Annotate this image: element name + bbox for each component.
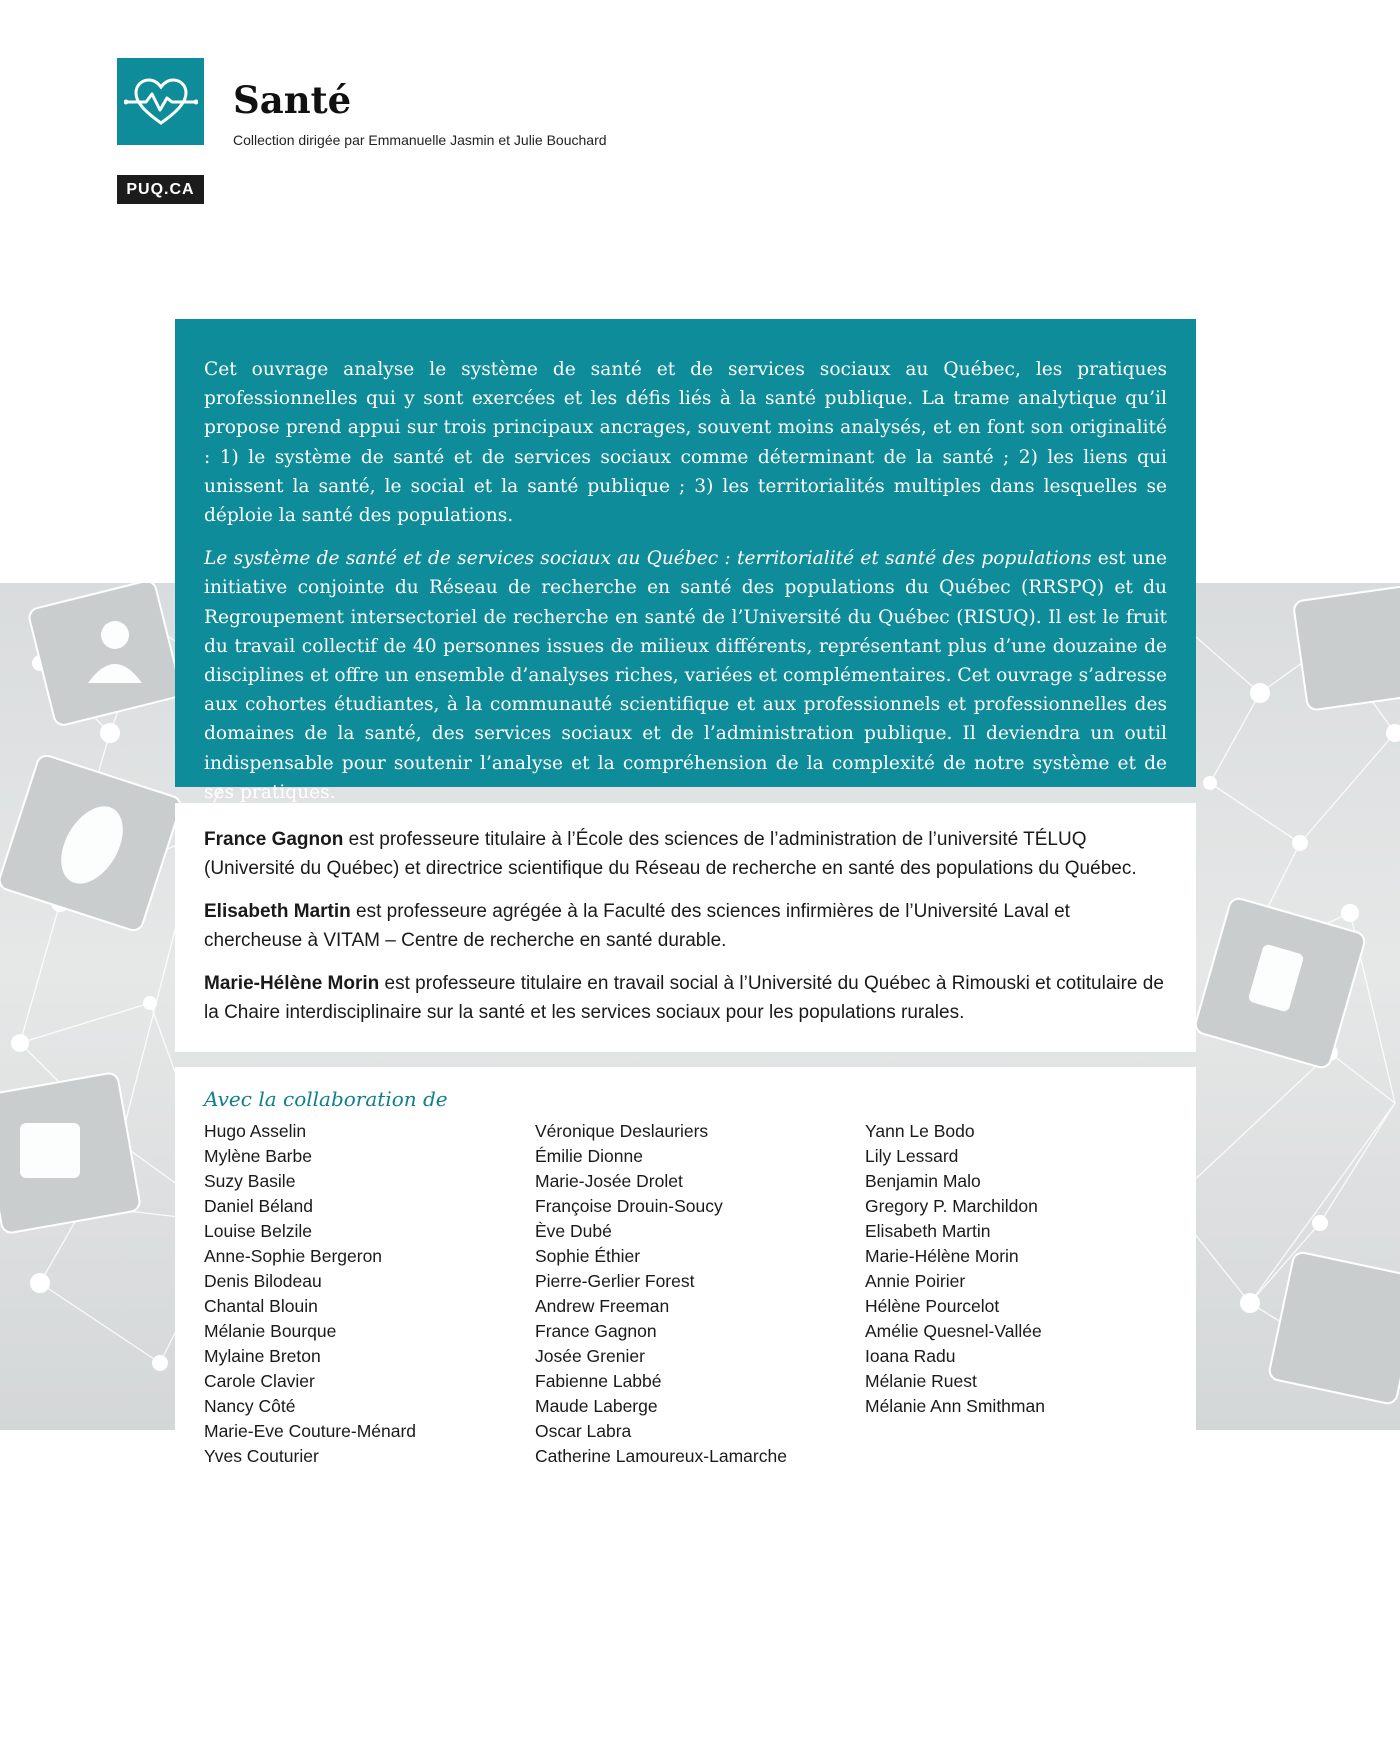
- collaborator-name: Louise Belzile: [204, 1221, 312, 1241]
- collaborator-name: Denis Bilodeau: [204, 1271, 322, 1291]
- collaborator-name: Josée Grenier: [535, 1346, 645, 1366]
- series-title: Santé: [233, 78, 352, 122]
- collaborators-columns: [204, 1119, 1167, 1469]
- collaborator-name: Chantal Blouin: [204, 1296, 318, 1316]
- collaborators-column-2: [535, 1119, 865, 1469]
- collaborator-name: Carole Clavier: [204, 1371, 315, 1391]
- collaborators-column-1: [204, 1119, 535, 1469]
- collaborator-name: Hélène Pourcelot: [865, 1296, 1000, 1316]
- collaborator-name: Sophie Éthier: [535, 1246, 641, 1266]
- collaborator-name: Mélanie Ruest: [865, 1371, 977, 1391]
- collaborator-name: Ève Dubé: [535, 1221, 612, 1241]
- collaborator-name: Catherine Lamoureux-Lamarche: [535, 1446, 787, 1466]
- series-logo: [117, 58, 204, 145]
- collaborator-name: Marie-Josée Drolet: [535, 1171, 683, 1191]
- collaborator-name: Amélie Quesnel-Vallée: [865, 1321, 1042, 1341]
- collaborator-name: Mélanie Ann Smithman: [865, 1396, 1045, 1416]
- author-name: France Gagnon: [204, 829, 344, 850]
- collaborator-name: Anne-Sophie Bergeron: [204, 1246, 383, 1266]
- collaborator-name: Yann Le Bodo: [865, 1121, 975, 1141]
- author-bio: [204, 825, 1167, 883]
- author-name: Marie-Hélène Morin: [204, 973, 380, 994]
- collaborator-name: Mylaine Breton: [204, 1346, 321, 1366]
- collaborator-name: Lily Lessard: [865, 1146, 959, 1166]
- collaborator-name: Fabienne Labbé: [535, 1371, 662, 1391]
- collaborator-name: Nancy Côté: [204, 1396, 296, 1416]
- collaborators-section: [175, 1067, 1196, 1467]
- authors-section: [175, 803, 1196, 1052]
- collaborator-name: Oscar Labra: [535, 1421, 632, 1441]
- author-description: est professeure titulaire à l’École des sciences de l’administration de l’université TÉLUQ (Université du Québec) et directrice scientifique du Réseau de recherche en santé des populations du Québec.: [204, 829, 1137, 879]
- publisher-badge[interactable]: PUQ.CA: [117, 175, 204, 204]
- collaborator-name: Mélanie Bourque: [204, 1321, 337, 1341]
- collaborator-name: Gregory P. Marchildon: [865, 1196, 1038, 1216]
- author-bio: [204, 897, 1167, 955]
- collaborator-name: Suzy Basile: [204, 1171, 296, 1191]
- collaborator-name: Daniel Béland: [204, 1196, 313, 1216]
- collaborator-name: Maude Laberge: [535, 1396, 658, 1416]
- summary-paragraph-2: [204, 544, 1167, 807]
- author-bio: [204, 969, 1167, 1027]
- author-name: Elisabeth Martin: [204, 901, 351, 922]
- collaborator-name: Andrew Freeman: [535, 1296, 670, 1316]
- collaborators-heading: Avec la collaboration de: [204, 1087, 448, 1111]
- summary-paragraph-1: Cet ouvrage analyse le système de santé et de services sociaux au Québec, les pratiques professionnelles qui y sont exercées et les défis liés à la santé publique. La trame analytique qu’il propose prend appui sur trois principaux ancrages, souvent moins analysés, et en font son originalité : 1) le système de santé et de services sociaux comme déterminant de la santé ; 2) les liens qui unissent la santé, le social et la santé publique ; 3) les territorialités multiples dans lesquelles se déploie la santé des populations.: [204, 359, 1167, 527]
- book-title: Le système de santé et de services sociaux au Québec : territorialité et santé des populations: [204, 548, 1092, 570]
- collaborator-name: Marie-Hélène Morin: [865, 1246, 1019, 1266]
- author-description: est professeure agrégée à la Faculté des sciences infirmières de l’Université Laval et chercheuse à VITAM – Centre de recherche en santé durable.: [204, 901, 1070, 951]
- collaborator-name: Mylène Barbe: [204, 1146, 312, 1166]
- collaborator-name: Marie-Eve Couture-Ménard: [204, 1421, 417, 1441]
- series-subtitle: Collection dirigée par Emmanuelle Jasmin et Julie Bouchard: [233, 132, 607, 148]
- summary-box: [175, 319, 1196, 803]
- collaborator-name: Elisabeth Martin: [865, 1221, 991, 1241]
- collaborator-name: Véronique Deslauriers: [535, 1121, 709, 1141]
- heart-pulse-icon: [124, 75, 198, 129]
- collaborator-name: France Gagnon: [535, 1321, 657, 1341]
- collaborator-name: Émilie Dionne: [535, 1146, 643, 1166]
- collaborator-name: Pierre-Gerlier Forest: [535, 1271, 695, 1291]
- collaborator-name: Benjamin Malo: [865, 1171, 981, 1191]
- collaborator-name: Françoise Drouin-Soucy: [535, 1196, 723, 1216]
- collaborators-column-3: [865, 1119, 1165, 1469]
- collaborator-name: Annie Poirier: [865, 1271, 966, 1291]
- author-description: est professeure titulaire en travail social à l’Université du Québec à Rimouski et cotitulaire de la Chaire interdisciplinaire sur la santé et les services sociaux pour les populations rurales.: [204, 973, 1164, 1023]
- summary-paragraph-2-text: est une initiative conjointe du Réseau de recherche en santé des populations du Québec (RRSPQ) et du Regroupement intersectoriel de recherche en santé de l’Université du Québec (RISUQ). Il est le fruit du travail collectif de 40 personnes issues de milieux différents, représentant plus d’une douzaine de disciplines et offre un ensemble d’analyses riches, variées et complémentaires. Cet ouvrage s’adresse aux cohortes étudiantes, à la communauté scientifique et aux professionnels et professionnelles des domaines de la santé, des services sociaux et de l’administration publique. Il deviendra un outil indispensable pour soutenir l’analyse et la compréhension de la complexité de notre système et de ses pratiques.: [204, 548, 1167, 803]
- collaborator-name: Ioana Radu: [865, 1346, 956, 1366]
- collaborator-name: Yves Couturier: [204, 1446, 319, 1466]
- collaborator-name: Hugo Asselin: [204, 1121, 307, 1141]
